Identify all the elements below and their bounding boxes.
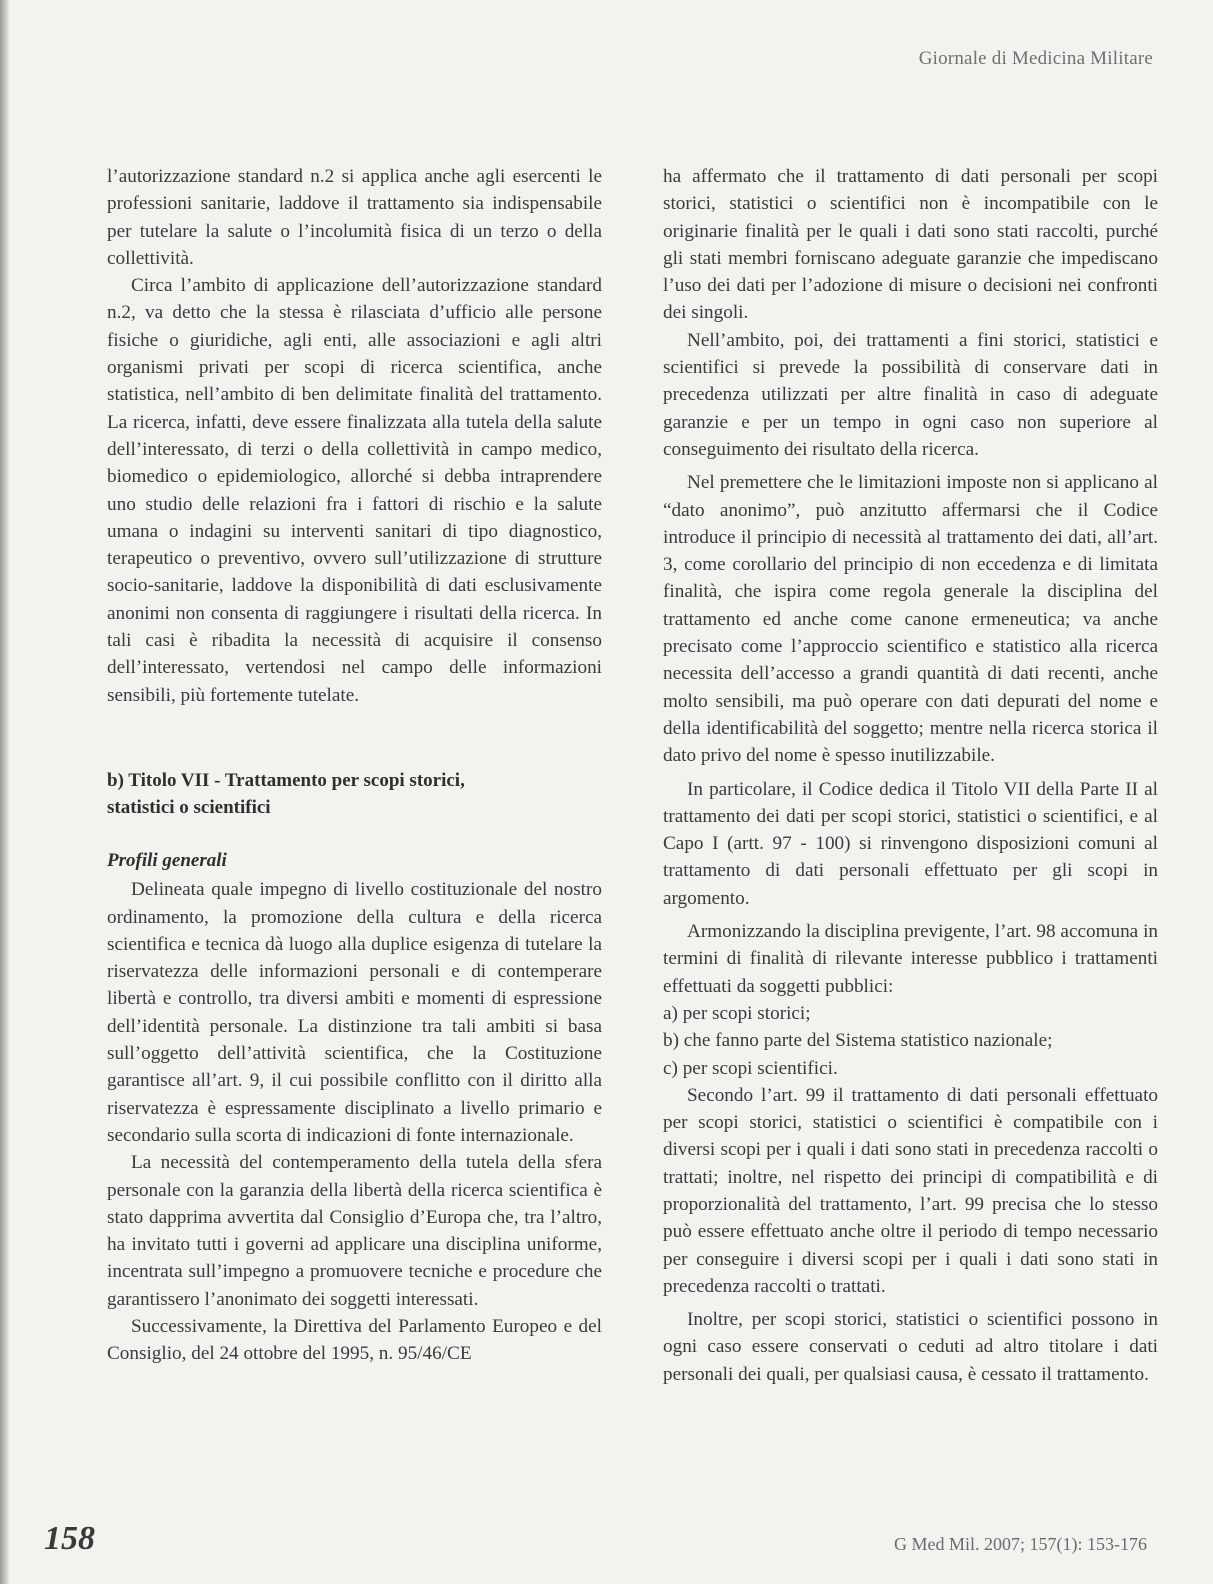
left-column — [107, 163, 602, 1368]
paragraph: In particolare, il Codice dedica il Titolo VII della Parte II al trattamento dei dati per scopi storici, statistici o scientifici, e al Capo I (artt. 97 - 100) si rinvengono disposizioni comuni al trattamento di dati personali effettuato per gli scopi in argomento. — [663, 778, 1158, 909]
footer-citation: G Med Mil. 2007; 157(1): 153-176 — [894, 1534, 1147, 1554]
paragraph: Armonizzando la disciplina previgente, l’art. 98 accomuna in termini di finalità di rilevante interesse pubblico i trattamenti effettuati da soggetti pubblici: — [663, 921, 1158, 997]
paragraph: l’autorizzazione standard n.2 si applica anche agli esercenti le professioni sanitarie, laddove il trattamento sia indispensabile per tutelare la salute o l’incolumità fisica di un terzo o della collettività. — [107, 166, 602, 269]
paragraph: ha affermato che il trattamento di dati personali per scopi storici, statistici o scientifici non è incompatibile con le originarie finalità per le quali i dati sono stati raccolti, purché gli stati membri forniscano adeguate garanzie che impediscano l’uso dei dati per l’adozione di misure o decisioni nei confronti dei singoli. — [663, 166, 1158, 324]
paragraph: Delineata quale impegno di livello costituzionale del nostro ordinamento, la promozione della cultura e della ricerca scientifica e tecnica dà luogo alla duplice esigenza di tutelare la riservatezza delle informazioni personali e di contemperare libertà e controllo, tra diversi ambiti e momenti di espressione dell’identità personale. La distinzione tra tali ambiti si basa sull’oggetto dell’attività scientifica, che la Costituzione garantisce all’art. 9, il cui possibile conflitto con il diritto alla riservatezza è espressamente disciplinato a livello primario e secondario sulla scorta di indicazioni di fonte internazionale. — [107, 879, 602, 1146]
running-head: Giornale di Medicina Militare — [918, 48, 1153, 69]
paragraph: Nel premettere che le limitazioni imposte non si applicano al “dato anonimo”, può anzitutto affermarsi che il Codice introduce il principio di necessità al trattamento dei dati, all’art. 3, come corollario del principio di non eccedenza e di limitata finalità, che ispira come regola generale la disciplina del trattamento ed anche come canone ermeneutica; va anche precisato come l’approccio scientifico e statistico alla ricerca necessita dell’accesso a grandi quantità di dati recenti, anche molto sensibili, ma può operare con dati depurati del nome e della identificabilità del soggetto; mentre nella ricerca storica il dato privo del nome è spesso inutilizzabile. — [663, 472, 1158, 767]
paragraph: Circa l’ambito di applicazione dell’autorizzazione standard n.2, va detto che la stessa è rilasciata d’ufficio alle persone fisiche o giuridiche, agli enti, alle associazioni e agli altri organismi privati per scopi di ricerca scientifica, anche statistica, nell’ambito di ben delimitate finalità del trattamento. La ricerca, infatti, deve essere finalizzata alla tutela della salute dell’interessato, di terzi o della collettività in campo medico, biomedico o epidemiologico, allorché si debba intraprendere uno studio delle relazioni fra i fattori di rischio e la salute umana o indagini su interventi sanitari di tipo diagnostico, terapeutico o preventivo, ovvero sull’utilizzazione di strutture socio-sanitarie, laddove la disponibilità di dati esclusivamente anonimi non consenta di raggiungere i risultati della ricerca. In tali casi è ribadita la necessità di acquisire il consenso dell’interessato, vertendosi nel campo delle informazioni sensibili, più fortemente tutelate. — [107, 275, 602, 706]
paragraph: Secondo l’art. 99 il trattamento di dati personali effettuato per scopi storici, statistici o scientifici è compatibile con i diversi scopi per i quali i dati sono stati in precedenza raccolti o trattati; inoltre, nel rispetto dei principi di compatibilità e di proporzionalità del trattamento, l’art. 99 precisa che lo stesso può essere effettuato anche oltre il periodo di tempo necessario per conseguire i diversi scopi per i quali i dati sono stati in precedenza raccolti o trattati. — [663, 1084, 1158, 1297]
subheading: Profili generali — [107, 849, 227, 871]
paragraph: Nell’ambito, poi, dei trattamenti a fini storici, statistici e scientifici si prevede la possibilità di conservare dati in precedenza utilizzati per altre finalità in caso di adeguate garanzie e per un tempo in ogni caso non superiore al conseguimento dei risultato della ricerca. — [663, 329, 1158, 460]
paragraph: Inoltre, per scopi storici, statistici o scientifici possono in ogni caso essere conservati o ceduti ad altro titolare i dati personali dei quali, per qualsiasi causa, è cessato il trattamento. — [663, 1309, 1158, 1385]
paragraph: La necessità del contemperamento della tutela della sfera personale con la garanzia della libertà della ricerca scientifica è stato dapprima avvertita dal Consiglio d’Europa che, tra l’altro, ha invitato tutti i governi ad applicare una disciplina uniforme, incentrata sull’impegno a promuovere tecniche e procedure che garantissero l’anonimato dei soggetti interessati. — [107, 1152, 602, 1310]
section-heading-line: statistici o scientifici — [107, 796, 271, 818]
page-binding-shadow — [0, 0, 10, 1584]
list-item: a) per scopi storici; — [663, 1002, 811, 1024]
right-column — [663, 163, 1158, 1388]
list-item: c) per scopi scientifici. — [663, 1057, 838, 1079]
section-heading-line: b) Titolo VII - Trattamento per scopi storici, — [107, 769, 465, 791]
page-number: 158 — [44, 1520, 95, 1557]
list-item: b) che fanno parte del Sistema statistico nazionale; — [663, 1030, 1053, 1052]
paragraph: Successivamente, la Direttiva del Parlamento Europeo e del Consiglio, del 24 ottobre del 1995, n. 95/46/CE — [107, 1315, 602, 1365]
section-heading — [107, 767, 602, 821]
